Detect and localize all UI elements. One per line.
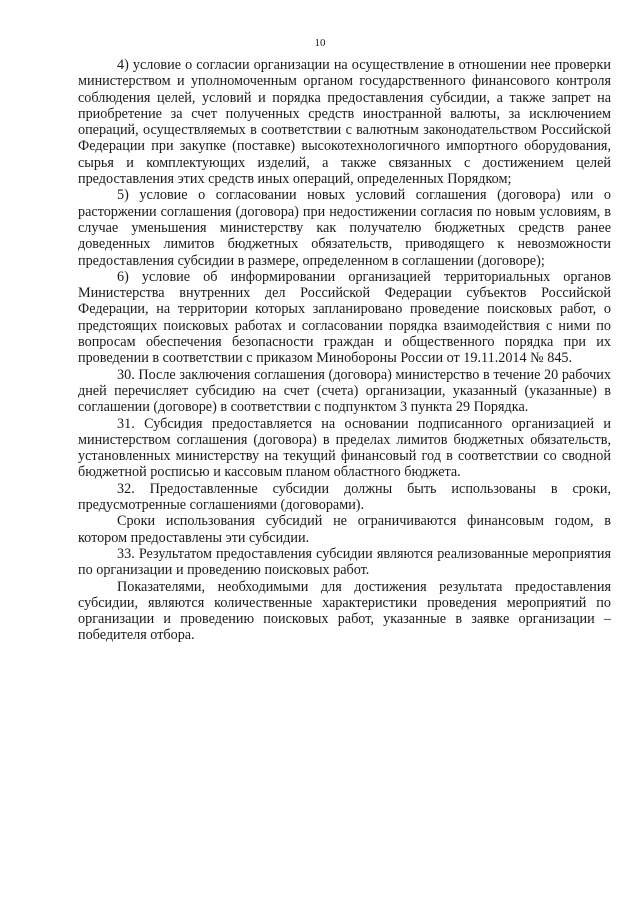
paragraph-clause-32: 32. Предоставленные субсидии должны быть использованы в сроки, предусмотренные соглашениями (договорами). xyxy=(78,480,611,514)
paragraph-clause-30: 30. После заключения соглашения (договора) министерство в течение 20 рабочих дней перечисляет субсидию на счет (счета) организации, указанный (указанные) в соглашении (договоре) в соответствии с подпунктом 3 пункта 29 Порядка. xyxy=(78,366,611,416)
paragraph-indicators: Показателями, необходимыми для достижения результата предоставления субсидии, являются количественные характеристики проведения мероприятий по организации и проведению поисковых работ, указанные в заявке организации – победителя отбора. xyxy=(78,578,611,644)
document-body xyxy=(78,57,611,644)
paragraph-condition-4: 4) условие о согласии организации на осуществление в отношении нее проверки министерством и уполномоченным органом государственного финансового контроля соблюдения целей, условий и порядка предоставления субсидии, а также запрет на приобретение за счет полученных средств иностранной валюты, за исключением операций, осуществляемых в соответствии с валютным законодательством Российской Федерации при закупке (поставке) высокотехнологичного импортного оборудования, сырья и комплектующих изделий, а также связанных с достижением целей предоставления этих средств иных операций, определенных Порядком; xyxy=(78,57,611,188)
paragraph-clause-33: 33. Результатом предоставления субсидии являются реализованные мероприятия по организации и проведению поисковых работ. xyxy=(78,545,611,579)
paragraph-condition-6: 6) условие об информировании организацией территориальных органов Министерства внутренних дел Российской Федерации субъектов Российской Федерации, на территории которых запланировано проведение поисковых работ, о предстоящих поисковых работах и согласовании порядка взаимодействия с ними по вопросам обеспечения безопасности граждан и общественного порядка при их проведении в соответствии с приказом Минобороны России от 19.11.2014 № 845. xyxy=(78,268,611,367)
paragraph-condition-5: 5) условие о согласовании новых условий соглашения (договора) или о расторжении соглашения (договора) при недостижении согласия по новым условиям, в случае уменьшения министерству как получателю бюджетных средств ранее доведенных лимитов бюджетных обязательств, приводящего к невозможности предоставления субсидии в размере, определенном в соглашении (договоре); xyxy=(78,187,611,269)
paragraph-usage-terms: Сроки использования субсидий не ограничиваются финансовым годом, в котором предоставлены эти субсидии. xyxy=(78,513,611,546)
paragraph-clause-31: 31. Субсидия предоставляется на основании подписанного организацией и министерством соглашения (договора) в пределах лимитов бюджетных обязательств, установленных министерству на текущий финансовый год в соответствии со сводной бюджетной росписью и кассовым планом областного бюджета. xyxy=(78,415,611,481)
page-number: 10 xyxy=(314,37,326,49)
